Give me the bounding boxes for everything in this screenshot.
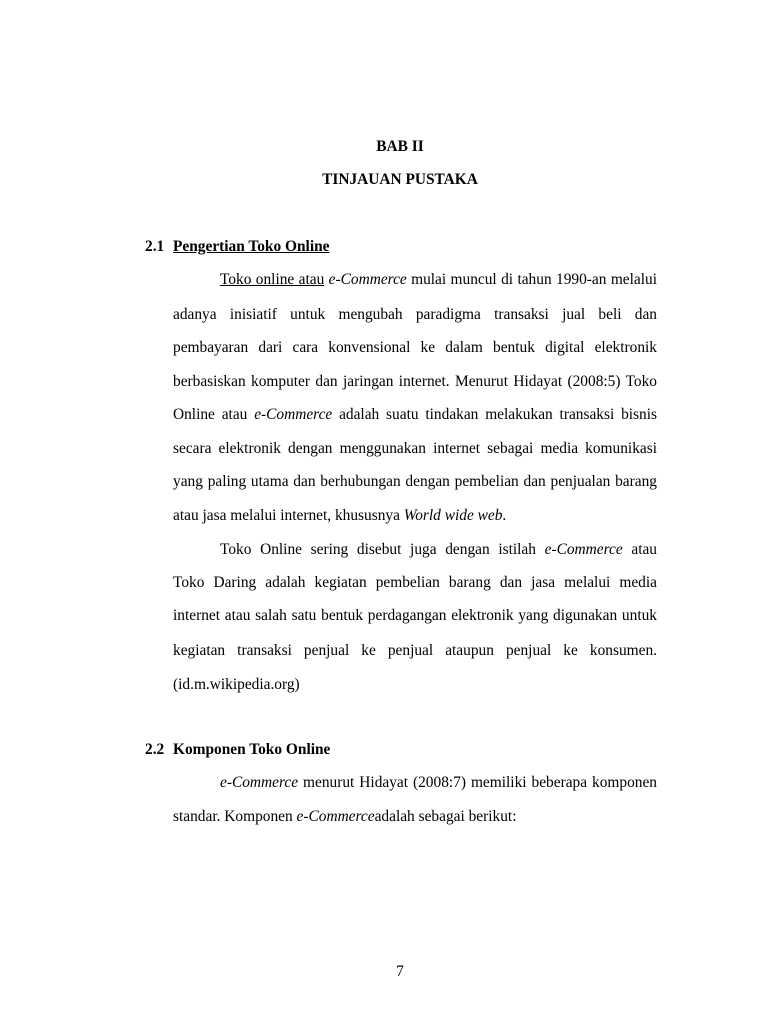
paragraph-line: (id.m.wikipedia.org) [173, 676, 300, 693]
chapter-label: BAB II [376, 138, 424, 155]
italic-term: e-Commerce [544, 541, 623, 558]
paragraph-line [173, 406, 657, 424]
paragraph-line [220, 271, 657, 289]
section-number: 2.1 [145, 238, 165, 255]
paragraph-line: yang paling utama dan berhubungan dengan pembelian dan penjualan barang [173, 473, 657, 490]
underlined-text: Toko online atau [220, 271, 325, 288]
section-title: Komponen Toko Online [173, 741, 331, 758]
paragraph-line: Toko Daring adalah kegiatan pembelian barang dan jasa melalui media [173, 574, 657, 591]
paragraph-line [173, 507, 657, 525]
text-span: standar. Komponen [173, 808, 297, 825]
italic-term: e-Commerce [296, 808, 375, 825]
paragraph-line: adanya inisiatif untuk mengubah paradigma transaksi jual beli dan [173, 306, 657, 323]
italic-term: e-Commerce [328, 271, 407, 288]
text-span: Toko Online sering disebut juga dengan istilah [220, 541, 545, 558]
italic-term: World wide web [403, 507, 503, 524]
text-span: Online atau [173, 406, 255, 423]
page-number: 7 [396, 963, 404, 980]
text-span: menurut Hidayat (2008:7) memiliki beberapa komponen [298, 774, 657, 791]
paragraph-line: secara elektronik dengan menggunakan internet sebagai media komunikasi [173, 440, 657, 457]
chapter-title: TINJAUAN PUSTAKA [322, 171, 478, 188]
text-span: adalah sebagai berikut: [374, 808, 517, 825]
paragraph-line [220, 774, 657, 792]
paragraph-line: kegiatan transaksi penjual ke penjual ataupun penjual ke konsumen. [173, 642, 657, 659]
section-heading-2-1 [145, 238, 330, 256]
text-span: adalah suatu tindakan melakukan transaksi bisnis [332, 406, 658, 423]
italic-term: e-Commerce [254, 406, 333, 423]
section-title: Pengertian Toko Online [173, 238, 330, 255]
text-span: mulai muncul di tahun 1990-an melalui [406, 271, 657, 288]
text-span: atau [622, 541, 657, 558]
text-span: . [502, 507, 507, 524]
paragraph-line [220, 541, 657, 559]
italic-term: e-Commerce [220, 774, 299, 791]
paragraph-line: pembayaran dari cara konvensional ke dalam bentuk digital elektronik [173, 339, 657, 356]
paragraph-line: internet atau salah satu bentuk perdagangan elektronik yang digunakan untuk [173, 607, 657, 624]
paragraph-line [173, 808, 657, 826]
paragraph-line: berbasiskan komputer dan jaringan internet. Menurut Hidayat (2008:5) Toko [173, 373, 657, 390]
section-heading-2-2 [145, 741, 330, 759]
section-number: 2.2 [145, 741, 165, 758]
text-span: atau jasa melalui internet, khususnya [173, 507, 404, 524]
